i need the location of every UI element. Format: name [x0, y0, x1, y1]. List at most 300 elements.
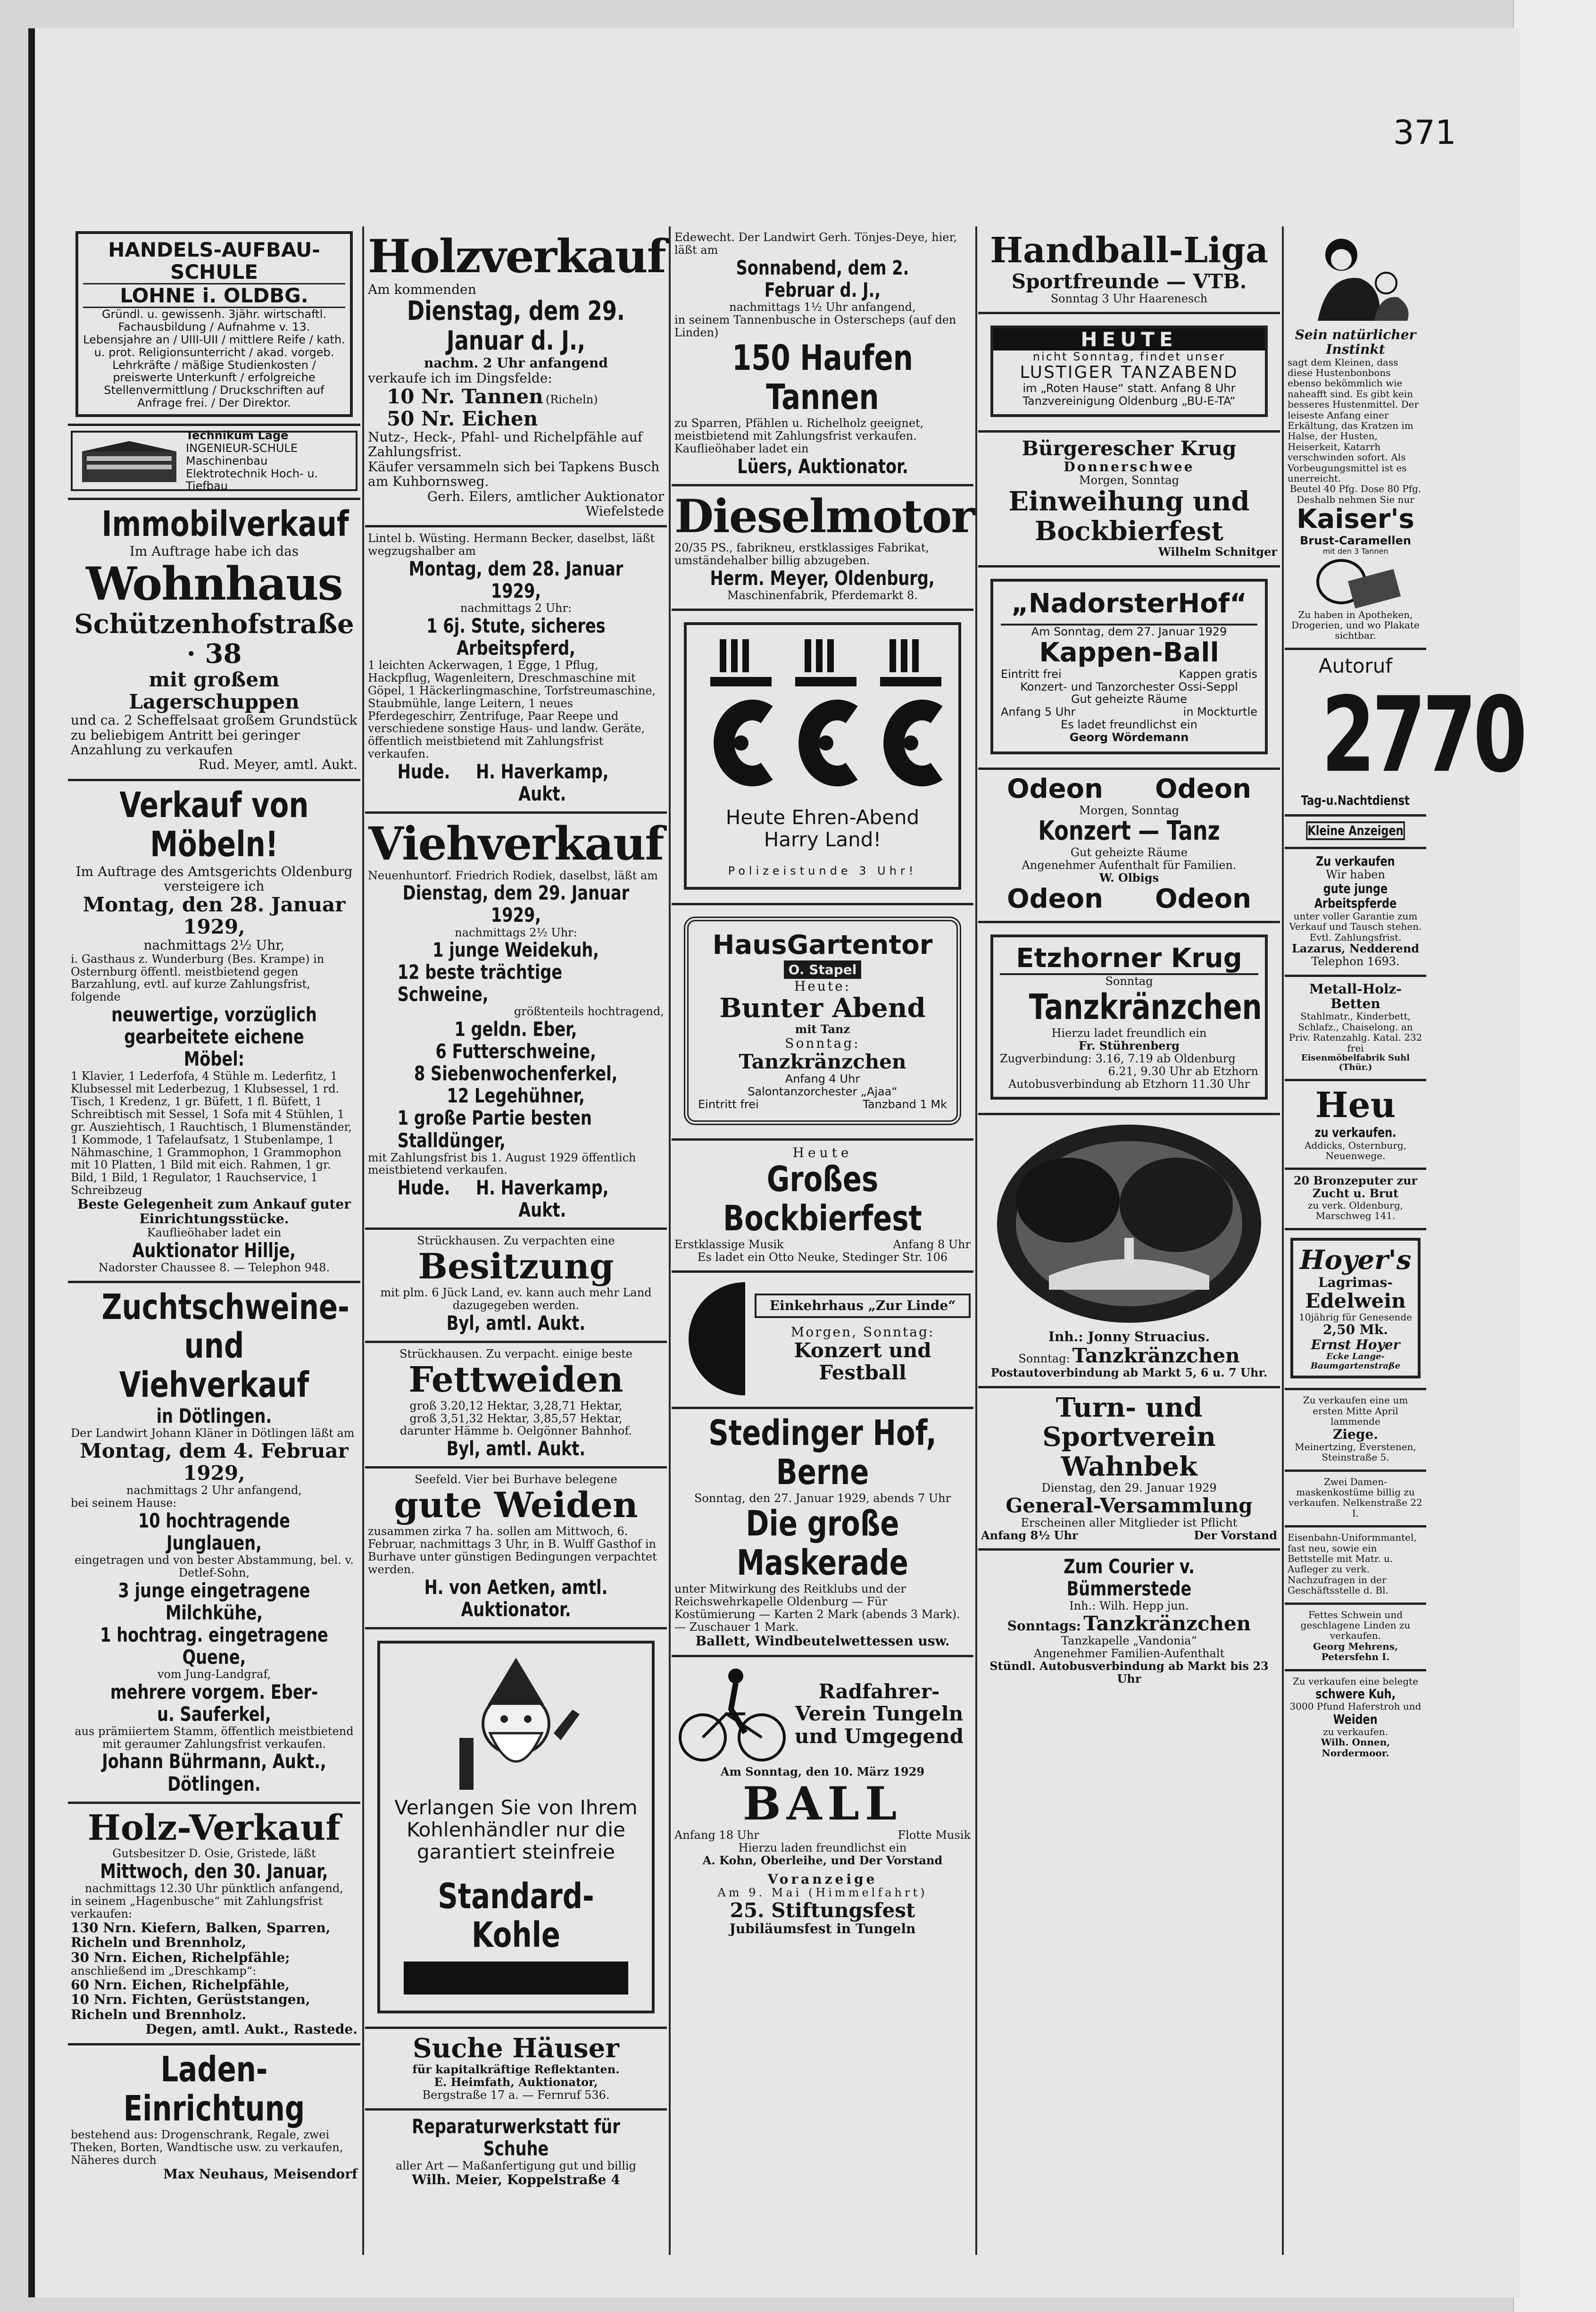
vieh-l5: 8 Siebenwochenferkel,	[414, 1062, 618, 1085]
ad-haeuser	[365, 2029, 667, 2110]
linde-title: Einkehrhaus „Zur Linde“	[755, 1294, 971, 1318]
radfahrer-date: Am Sonntag, den 10. März 1929	[720, 1765, 925, 1778]
odeon-name-4: Odeon	[1155, 883, 1251, 914]
column-rule	[1282, 226, 1284, 2255]
radfahrer-fest2: Jubiläumsfest in Tungeln	[729, 1921, 916, 1937]
pferde-text2: gute junge Arbeitspferde	[1314, 881, 1397, 911]
garten-event: Tanzkränzchen	[1072, 1344, 1240, 1367]
zucht-sign: Johann Bührmann, Aukt., Dötlingen.	[102, 1750, 326, 1795]
instinkt-price: Beutel 40 Pfg. Dose 80 Pfg.	[1289, 483, 1421, 495]
column-1	[68, 226, 360, 2255]
gartentor-band: Salontanzorchester „Ajaa“	[748, 1085, 898, 1099]
etzhorn-sign: Fr. Stührenberg	[1079, 1038, 1180, 1052]
ccc-police: Polizeistunde 3 Uhr!	[728, 864, 917, 877]
stedinger-date: Sonntag, den 27. Januar 1929, abends 7 Uhr	[694, 1491, 951, 1505]
kuh-sign: Wilh. Onnen, Nordermoor.	[1321, 1736, 1390, 1759]
odeon-sign: W. Olbigs	[1099, 870, 1159, 885]
tannen-time: nachmittags 1½ Uhr anfangend,	[729, 300, 916, 314]
holz2-time: nachmittags 12.30 Uhr pünktlich anfangend,	[85, 1882, 343, 1895]
holz-text1: verkaufe ich im Dingsfelde:	[368, 370, 552, 386]
holz-l1s: (Richeln)	[545, 393, 598, 407]
schuhe-text: aller Art — Maßanfertigung gut und billig	[396, 2159, 636, 2172]
etzhorn-train2: 6.21, 9.30 Uhr ab Etzhorn	[1108, 1064, 1258, 1078]
courier-stay: Angenehmer Familien-Aufenthalt	[1033, 1647, 1225, 1661]
schuhe-sign: Wilh. Meier, Koppelstraße 4	[412, 2171, 620, 2187]
radfahrer-club: Radfahrer-Verein Tungeln und Umgegend	[794, 1680, 964, 1748]
radfahrer-time: Anfang 18 Uhr	[674, 1828, 759, 1842]
zucht-l2: 3 junge eingetragene Milchkühe,	[118, 1578, 310, 1624]
nadorst-time: Anfang 5 Uhr	[1001, 705, 1076, 719]
tannen-intro: Edewecht. Der Landwirt Gerh. Tönjes-Deye, hier, läßt am	[674, 231, 957, 257]
kohle-line3: garantiert steinfreie	[416, 1840, 615, 1863]
immobil-text: und ca. 2 Scheffelsaat großem Grundstück zu beliebigem Antritt bei geringer Anzahlung zu verkaufen	[71, 712, 357, 758]
weiden-intro: Seefeld. Vier bei Burhave belegene	[415, 1473, 617, 1486]
courier-bus: Stündl. Autobusverbindung ab Markt bis 23 Uhr	[989, 1659, 1269, 1686]
besitzung-intro: Strückhausen. Zu verpachten eine	[417, 1234, 615, 1248]
holz-date: Dienstag, dem 29. Januar d. J.,	[407, 295, 625, 356]
holz-l1: 10 Nr. Tannen	[387, 385, 543, 409]
technikum-label: Technikum Lage	[186, 428, 289, 442]
gartentor-event: Bunter Abend	[719, 993, 926, 1024]
column-5	[1285, 226, 1524, 2255]
heute-sign: Tanzvereinigung Oldenburg „BU-E-TA“	[1022, 394, 1236, 408]
holz-text2: Nutz-, Heck-, Pfahl- und Richelpfähle auf Zahlungsfrist.	[368, 429, 643, 460]
autoruf-label: Autoruf	[1318, 654, 1393, 677]
kohle-bar	[404, 1961, 628, 1995]
vieh-title: Viehverkauf	[368, 817, 664, 871]
gartentor-today: Heute:	[794, 978, 851, 994]
etzhorn-invite: Hierzu ladet freundlich ein	[1051, 1027, 1207, 1040]
column-3	[672, 226, 973, 2255]
stute-head: 1 6j. Stute, sicheres Arbeitspferd,	[426, 614, 606, 659]
stedinger-title: Stedinger Hof, Berne	[708, 1412, 937, 1493]
moebel-place: i. Gasthaus z. Wunderburg (Bes. Krampe) in Osternburg öffentl. meistbietend gegen Barzahlung, evtl. auf kurze Zahlungsfrist, folgende	[71, 952, 324, 1004]
column-rule	[669, 226, 671, 2255]
ad-immobil	[68, 500, 360, 781]
column-4	[978, 226, 1280, 2255]
gartentor-free: Eintritt frei	[698, 1098, 759, 1111]
kaiser-where: Zu haben in Apotheken, Drogerien, und wo Plakate sichtbar.	[1291, 609, 1420, 642]
gartentor-dance: Tanzband 1 Mk	[863, 1098, 947, 1111]
buerger-title: Bürgerescher Krug	[1022, 436, 1237, 460]
stedinger-extra: Ballett, Windbeutelwettessen usw.	[695, 1633, 950, 1649]
ad-ccc	[672, 611, 973, 905]
laden-title: Laden-Einrichtung	[123, 2049, 305, 2129]
pferde-title: Zu verkaufen	[1316, 853, 1395, 869]
weiden-title: gute Weiden	[394, 1485, 638, 1526]
haeuser-addr: Bergstraße 17 a. — Fernruf 536.	[422, 2088, 610, 2102]
radfahrer-sign: A. Kohn, Oberleihe, und Der Vorstand	[702, 1853, 943, 1868]
zucht-loc: bei seinem Hause:	[71, 1496, 177, 1510]
holz2-date: Mittwoch, den 30. Januar,	[100, 1860, 328, 1883]
vieh-l2s: größtenteils hochtragend,	[514, 1005, 664, 1018]
ad-courier	[978, 1551, 1280, 1692]
kleine-title: Kleine Anzeigen	[1306, 821, 1405, 840]
ziege-sign: Meinertzing, Everstenen, Steinstraße 5.	[1295, 1441, 1416, 1463]
moebel-items: 1 Klavier, 1 Lederfofa, 4 Stühle m. Lederfitz, 1 Klubsessel mit Lederbezug, 1 Klubsessel, 1 rd. Tisch, 1 Kredenz, 1 gr. Büfett, 1 fl. Büfett, 1 Schreibtisch mit Sessel, 1 Sofa mit 4 Stühlen, 1 gr. Ausziehtisch, 1 Rauchtisch, 1 Blumenständer, 1 Kommode, 1 Tafelaufsatz, 1 Stubenlampe, 1 Nähmaschine, 1 Grammophon, 1 Grammophon mit 10 Platten, 1 Bild mit eich. Rahmen, 1 gr. Bild, 1 Bild, 1 Regulator, 1 Rauchservice, 1 Schreibzeug	[71, 1069, 352, 1197]
kuh-text: Zu verkaufen eine belegte	[1292, 1675, 1419, 1687]
ccc-logo	[691, 634, 956, 804]
autoruf-sub: Tag-u.Nachtdienst	[1301, 793, 1410, 809]
ccc-event: Heute Ehren-Abend	[725, 805, 920, 829]
stute-text: 1 leichten Ackerwagen, 1 Egge, 1 Pflug, Hackpflug, Wagenleitern, Dreschmaschine mit Göpel, 1 Häckerlingmaschine, Torfstreumaschine, Staubmühle, lange Leitern, 1 neues Pferdegeschirr, Zentrifuge, Paar Reepe und verschiedene sonstige Haus- und landw. Geräte, öffentlich meistbietend mit Zahlungsfrist verkaufen.	[368, 659, 656, 761]
nadorst-sign: Georg Wördemann	[1069, 731, 1189, 744]
miner-gnome-illustration	[445, 1653, 587, 1795]
nadorst-title: „NadorsterHof“	[1001, 589, 1257, 626]
hoyer-age: 10jährig für Genesende	[1299, 1311, 1412, 1323]
pferde-sign: Lazarus, Nedderend	[1291, 941, 1420, 955]
weiden-text: zusammen zirka 7 ha. sollen am Mittwoch, 6. Februar, nachmittags 3 Uhr, in B. Wulff Gasthof in Burhave unter günstigen Bedingungen verpachtet werden.	[368, 1525, 657, 1576]
vieh-time: nachmittags 2½ Uhr:	[455, 926, 577, 939]
ad-hausgartentor	[672, 905, 973, 1141]
immobil-street: Schützenhofstraße · 38	[74, 608, 354, 669]
haeuser-text: für kapitalkräftige Reflektanten.	[412, 2062, 620, 2077]
ad-autoruf	[1285, 650, 1524, 817]
courier-event: Tanzkränzchen	[1083, 1612, 1251, 1636]
radfahrer-music: Flotte Musik	[898, 1828, 971, 1842]
turn-event: General-Versammlung	[1006, 1494, 1253, 1517]
zucht-l3: 1 hochtrag. eingetragene Quene,	[100, 1623, 328, 1669]
ad-stedinger-hof	[672, 1409, 973, 1657]
radfahrer-pre: Voranzeige	[767, 1871, 878, 1887]
ziege-title: Ziege.	[1332, 1426, 1379, 1442]
ad-arbeitspferde	[1285, 849, 1426, 977]
ad-heu	[1285, 1081, 1426, 1170]
school-text: Gründl. u. gewissenh. 3jähr. wirtschaftl. Fachausbildung / Aufnahme v. 13. Lebensjahre an / UIII-UII / mittlere Reife / kath. u. prot. Religionsunterricht / akad. vorgeb. Lehrkräfte / mäßige Studienkosten / preiswerte Unterkunft / erfolgreiche Stellenvermittlung / Druckschriften auf Anfrage frei. / Der Direktor.	[83, 308, 345, 410]
zucht-l4s: aus prämiiertem Stamm, öffentlich meistbietend mit geraumer Zahlungsfrist verkaufen.	[75, 1724, 354, 1751]
bock-time: Anfang 8 Uhr	[893, 1238, 971, 1252]
nadorst-caps: Kappen gratis	[1179, 667, 1257, 681]
turn-title: Turn- und Sportverein Wahnbek	[1042, 1392, 1216, 1482]
ad-tanzabend	[978, 314, 1280, 433]
buerger-day: Morgen, Sonntag	[1079, 474, 1179, 487]
holz-sign: Gerh. Eilers, amtlicher Auktionator Wiefelstede	[427, 488, 664, 519]
ad-dieselmotor	[672, 486, 973, 611]
cyclist-illustration	[674, 1662, 788, 1766]
ad-besitzung	[365, 1230, 667, 1343]
holz2-l3: 60 Nrn. Eichen, Richelpfähle,	[71, 1977, 290, 1993]
holz2-place: in seinem „Hagenbusche“ mit Zahlungsfrist verkaufen:	[71, 1895, 323, 1921]
ad-turnverein	[978, 1388, 1280, 1551]
ad-bronzeputer	[1285, 1170, 1426, 1230]
ad-buergerescher-krug	[978, 433, 1280, 568]
besitzung-sign: Byl, amtl. Aukt.	[446, 1311, 586, 1335]
stute-date: Montag, dem 28. Januar 1929,	[408, 557, 623, 603]
vieh-sign: H. Haverkamp, Aukt.	[476, 1176, 609, 1222]
heu-sign: Addicks, Osternburg, Neuenwege.	[1304, 1139, 1407, 1161]
linde-day: Morgen, Sonntag:	[790, 1324, 935, 1340]
ad-masken	[1285, 1472, 1426, 1528]
nadorst-date: Am Sonntag, dem 27. Januar 1929	[1031, 625, 1227, 639]
kaiser-sub: mit den 3 Tannen	[1322, 546, 1388, 556]
column-rule	[975, 226, 977, 2255]
diesel-sign: Herm. Meyer, Oldenburg,	[710, 567, 935, 590]
pferde-text1: Wir haben	[1326, 868, 1385, 882]
handball-time: Sonntag 3 Uhr Haarenesch	[1050, 292, 1208, 305]
immobil-sign: Rud. Meyer, amtl. Aukt.	[198, 757, 357, 773]
ad-schuhe	[365, 2111, 667, 2194]
hoyer-prod1: Lagrimas-	[1318, 1274, 1393, 1290]
holz2-l4: 10 Nrn. Fichten, Gerüststangen, Richeln und Brennholz.	[71, 1992, 310, 2022]
holz2-l2: 30 Nrn. Eichen, Richelpfähle;	[71, 1949, 290, 1965]
ad-radfahrer	[672, 1657, 973, 1943]
buerger-place: Donnerschwee	[1064, 459, 1195, 475]
bock-sign: Es ladet ein Otto Neuke, Stedinger Str. 106	[697, 1250, 948, 1264]
ad-stute	[365, 527, 667, 814]
moebel-date: Montag, den 28. Januar 1929,	[83, 893, 346, 939]
school-title: HANDELS-AUFBAU-SCHULE	[108, 238, 320, 284]
bock-heute: Heute	[792, 1144, 853, 1160]
ad-buergerbusch	[978, 1115, 1280, 1388]
bahn-text: Eisenbahn-Uniformmantel, fast neu, sowie ein Bettstelle mit Matr. u. Aufleger zu verk. Nachzufragen in der Geschäftsstelle d. Bl.	[1288, 1532, 1417, 1596]
diesel-text: 20/35 PS., fabrikneu, erstklassiges Fabrikat, umständehalber billig abzugeben.	[674, 541, 929, 568]
nadorst-band: Konzert- und Tanzorchester Ossi-Seppl	[1020, 680, 1238, 693]
ad-kuh	[1285, 1671, 1426, 1765]
vieh-l7: 1 große Partie besten Stalldünger,	[397, 1106, 592, 1152]
heu-title: Heu	[1315, 1085, 1396, 1126]
gartentor-sub: mit Tanz	[795, 1022, 850, 1036]
vieh-l2: 12 beste trächtige Schweine,	[397, 960, 563, 1006]
holz-time: nachm. 2 Uhr anfangend	[424, 355, 608, 371]
handball-teams: Sportfreunde — VTB.	[1011, 269, 1247, 293]
odeon-stay: Angenehmer Aufenthalt für Familien.	[1022, 859, 1237, 872]
heute-event: LUSTIGER TANZABEND	[1020, 362, 1239, 382]
heute-text: nicht Sonntag, findet unser	[1032, 350, 1226, 363]
kuh-title2: Weiden	[1333, 1711, 1378, 1727]
zucht-intro: Der Landwirt Johann Kläner in Dötlingen läßt am	[71, 1427, 355, 1440]
kohle-brand: Standard-Kohle	[438, 1876, 594, 1956]
bock-title: Großes Bockbierfest	[723, 1159, 922, 1239]
ad-ziege	[1285, 1390, 1426, 1471]
instinkt-warn: Deshalb nehmen Sie nur	[1297, 493, 1414, 505]
etzhorn-train: Zugverbindung: 3.16, 7.19 ab Oldenburg	[1000, 1052, 1236, 1065]
nadorst-cos: in Mockturtle	[1183, 705, 1257, 719]
zucht-l3s: vom Jung-Landgraf,	[157, 1667, 271, 1681]
pferde-text3: unter voller Garantie zum Verkauf und Tausch stehen. Evtl. Zahlungsfrist.	[1289, 910, 1422, 943]
pie-shape-decoration	[674, 1277, 750, 1400]
ad-zur-linde	[672, 1273, 973, 1409]
holz2-sign: Degen, amtl. Aukt., Rastede.	[145, 2021, 357, 2037]
moebel-intro: Im Auftrage des Amtsgerichts Oldenburg versteigere ich	[75, 863, 353, 894]
hoyer-brand: Hoyer's	[1299, 1244, 1412, 1276]
stute-time: nachmittags 2 Uhr:	[460, 601, 572, 615]
fett-intro: Strückhausen. Zu verpacht. einige beste	[399, 1347, 632, 1360]
stute-intro: Lintel b. Wüsting. Hermann Becker, daselbst, läßt wegzugshalber am	[368, 532, 655, 558]
radfahrer-fest: 25. Stiftungsfest	[730, 1899, 915, 1922]
ad-school	[68, 226, 360, 426]
immobil-intro: Im Auftrage habe ich das	[129, 543, 299, 559]
kuh-text2: 3000 Pfund Haferstroh und	[1289, 1701, 1421, 1712]
hoyer-prod2: Edelwein	[1305, 1289, 1406, 1312]
newspaper-page	[28, 28, 1524, 2297]
ad-schwein	[1285, 1605, 1426, 1671]
courier-owner: Inh.: Wilh. Hepp jun.	[1069, 1599, 1189, 1613]
vieh-sign-place: Hude.	[397, 1176, 450, 1200]
holz2-l1: 130 Nrn. Kiefern, Balken, Sparren, Richeln und Brennholz,	[71, 1920, 331, 1951]
moebel-tail: Beste Gelegenheit zum Ankauf guter Einrichtungsstücke.	[77, 1196, 351, 1227]
heute-place: im „Roten Hause“ statt. Anfang 8 Uhr	[1022, 382, 1236, 395]
odeon-event: Konzert — Tanz	[1038, 816, 1220, 847]
zucht-place: in Dötlingen.	[156, 1404, 272, 1428]
building-icon	[77, 437, 181, 484]
masken-text: Zwei Damen-maskenkostüme billig zu verkaufen. Nelkenstraße 22 I.	[1288, 1476, 1422, 1519]
garten-owner: Inh.: Jonny Struacius.	[1048, 1329, 1210, 1345]
holz-title: Holzverkauf	[368, 230, 665, 283]
odeon-name-3: Odeon	[1006, 883, 1103, 914]
radfahrer-title: BALL	[742, 1777, 903, 1830]
schuhe-title: Reparaturwerkstatt für Schuhe	[412, 2114, 620, 2160]
fett-sign: Byl, amtl. Aukt.	[446, 1437, 586, 1461]
besitzung-title: Besitzung	[418, 1246, 614, 1287]
laden-sign: Max Neuhaus, Meisendorf	[163, 2166, 357, 2182]
radfahrer-predate: Am 9. Mai (Himmelfahrt)	[717, 1886, 928, 1900]
buerger-sign: Wilhelm Schnitger	[1158, 545, 1277, 559]
buerger-event: Einweihung und Bockbierfest	[1008, 486, 1250, 547]
zucht-title2: und Viehverkauf	[119, 1326, 309, 1406]
haeuser-sign: E. Heimfath, Auktionator,	[434, 2075, 598, 2089]
tannen-place: in seinem Tannenbusche in Osterscheps (auf den Linden)	[674, 313, 956, 339]
kohle-line1: Verlangen Sie von Ihrem	[394, 1795, 638, 1819]
nadorst-free: Eintritt frei	[1001, 667, 1062, 681]
courier-day: Sonntags:	[1007, 1618, 1081, 1634]
haeuser-title: Suche Häuser	[413, 2033, 619, 2064]
nadorst-event: Kappen-Ball	[1039, 637, 1219, 668]
zucht-time: nachmittags 2 Uhr anfangend,	[126, 1484, 302, 1497]
nadorst-rooms: Gut geheizte Räume	[1071, 693, 1188, 706]
holz2-intro: Gutsbesitzer D. Osie, Gristede, läßt	[112, 1847, 316, 1861]
schwein-text: Fettes Schwein und geschlagene Linden zu verkaufen.	[1300, 1609, 1411, 1642]
tannen-sign: Lüers, Auktionator.	[737, 454, 908, 478]
laden-text: bestehend aus: Drogenschrank, Regale, zwei Theken, Borten, Wandtische usw. zu verkaufen, Näheres durch	[71, 2128, 343, 2167]
mother-child-illustration	[1289, 231, 1421, 326]
kuh-title: schwere Kuh,	[1315, 1686, 1396, 1702]
moebel-addr: Nadorster Chaussee 8. — Telephon 948.	[98, 1260, 330, 1274]
bock-music: Erstklassige Musik	[674, 1238, 784, 1252]
fett-l3: darunter Hämme b. Oelgönner Bahnhof.	[399, 1424, 632, 1438]
stedinger-event: Die große Maskerade	[737, 1503, 908, 1584]
vieh-l3: 1 geldn. Eber,	[454, 1018, 578, 1041]
holz2-title: Holz-Verkauf	[87, 1807, 341, 1848]
stedinger-text: unter Mitwirkung des Reitklubs und der Reichswehrkapelle Oldenburg — Für Kostümierung — Karten 2 Mark (abends 3 Mark). — Zuschauer 1 Mark.	[674, 1582, 960, 1634]
weiden-sign: H. von Aetken, amtl. Auktionator.	[424, 1575, 608, 1621]
ad-eisenbahn	[1285, 1527, 1426, 1604]
zucht-l4: mehrere vorgem. Eber- u. Sauferkel,	[110, 1680, 318, 1726]
ad-holzverkauf-2	[68, 1804, 360, 2046]
moebel-time: nachmittags 2½ Uhr,	[143, 937, 285, 953]
ziege-text: Zu verkaufen eine um ersten Mitte April lammende	[1303, 1394, 1408, 1427]
betten-title: Metall-Holz- Betten	[1309, 981, 1402, 1012]
ad-technikum	[68, 426, 360, 500]
moebel-invite: Kauflieöhaber ladet ein	[147, 1226, 282, 1239]
moebel-sign: Auktionator Hillje,	[132, 1238, 296, 1262]
moebel-head: neuwertige, vorzüglich gearbeitete eichene Möbel:	[111, 1003, 317, 1071]
immobil-title: Immobilverkauf	[101, 504, 349, 545]
holz-l2: 50 Nr. Eichen	[387, 407, 538, 431]
hoyer-sign: Ernst Hoyer	[1311, 1336, 1400, 1352]
besitzung-text: mit plm. 6 Jück Land, ev. kann auch mehr Land dazugegeben werden.	[380, 1286, 652, 1312]
bronze-sign: zu verk. Oldenburg, Marschweg 141.	[1307, 1200, 1404, 1222]
kaiser-brand: Kaiser's	[1297, 504, 1414, 535]
instinkt-title: Sein natürlicher Instinkt	[1295, 326, 1416, 358]
school-place: LOHNE i. OLDBG.	[83, 283, 345, 308]
ad-betten	[1285, 977, 1426, 1082]
page-number: 371	[1393, 113, 1456, 152]
ad-holzverkauf	[365, 226, 667, 527]
odeon-name: Odeon	[1006, 773, 1103, 804]
ad-bockbierfest	[672, 1141, 973, 1273]
holz-text3: Käufer versammeln sich bei Tapkens Busch am Kuhbornsweg.	[368, 459, 660, 490]
gartentor-owner: O. Stapel	[784, 960, 862, 979]
turn-date: Dienstag, den 29. Januar 1929	[1041, 1481, 1217, 1494]
ad-viehverkauf	[365, 814, 667, 1230]
immobil-house: Wohnhaus	[86, 557, 342, 611]
zucht-title1: Zuchtschweine-	[101, 1286, 349, 1327]
odeon-name-2: Odeon	[1155, 773, 1251, 804]
etzhorn-title: Etzhorner Krug	[1000, 944, 1258, 976]
vieh-l1: 1 junge Weidekuh,	[432, 938, 599, 962]
kuh-text3: zu verkaufen.	[1323, 1726, 1388, 1738]
gartentor-sun: Sonntag:	[785, 1035, 860, 1051]
vieh-date: Dienstag, dem 29. Januar 1929,	[402, 881, 630, 927]
vieh-l6: 12 Legehühner,	[447, 1084, 585, 1108]
turn-sign: Der Vorstand	[1194, 1528, 1277, 1542]
etzhorn-bus: Autobusverbindung ab Etzhorn 11.30 Uhr	[1008, 1077, 1250, 1091]
fett-l1: groß 3.20,12 Hektar, 3,28,71 Hektar,	[409, 1399, 623, 1412]
fett-l2: groß 3,51,32 Hektar, 3,85,57 Hektar,	[409, 1411, 623, 1425]
linde-event: Konzert und Festball	[794, 1339, 931, 1385]
turn-text: Erscheinen aller Mitglieder ist Pflicht	[1021, 1516, 1238, 1529]
moebel-title: Verkauf von Möbeln!	[119, 785, 309, 865]
odeon-day: Morgen, Sonntag	[1079, 803, 1179, 817]
gartentor-title: HausGartentor	[712, 929, 933, 960]
turn-time: Anfang 8½ Uhr	[981, 1528, 1078, 1542]
nadorst-invite: Es ladet freundlichst ein	[1061, 718, 1197, 732]
holz-intro: Am kommenden	[368, 281, 476, 297]
etzhorn-day: Sonntag	[1105, 975, 1153, 988]
betten-sign: Eisenmöbelfabrik Suhl (Thür.)	[1301, 1052, 1410, 1073]
column-rule	[362, 226, 364, 2255]
bronze-text: 20 Bronzeputer zur Zucht u. Brut	[1293, 1174, 1418, 1201]
radfahrer-invite: Hierzu laden freundlichst ein	[738, 1841, 907, 1855]
column-2	[365, 226, 667, 2255]
ad-moebel	[68, 781, 360, 1283]
tannen-title: 150 Haufen Tannen	[732, 338, 913, 418]
holz2-l2s: anschließend im „Dreschkamp“:	[71, 1964, 257, 1978]
gartentor-time: Anfang 4 Uhr	[785, 1072, 860, 1086]
zucht-l1: 10 hochtragende Junglauen,	[138, 1509, 291, 1554]
caramel-box-icon	[1308, 556, 1403, 608]
courier-band: Tanzkapelle „Vandonia“	[1061, 1634, 1197, 1648]
gartentor-event2: Tanzkränzchen	[739, 1050, 906, 1074]
instinkt-text: sagt dem Kleinen, dass diese Hustenbonbons ebenso bekömmlich wie naheafft sind. Es gibt kein besseres Hustenmittel. Der leiseste Anfang einer Erkältung, das Kratzen im Halse, der Husten, Heiserkeit, Katarrh verschwinden sofort. Als Vorbeugungsmittel ist es unerreicht.	[1288, 356, 1419, 484]
ad-kaisers	[1285, 226, 1426, 650]
ccc-name: Harry Land!	[764, 827, 881, 851]
kleine-anzeigen-header	[1285, 817, 1426, 849]
courier-title: Zum Courier v. Bümmerstede	[1064, 1555, 1195, 1601]
ad-weiden	[365, 1469, 667, 1629]
garden-illustration	[988, 1120, 1271, 1327]
ad-handball	[978, 226, 1280, 314]
technikum-text: INGENIEUR-SCHULE Maschinenbau Elektrotechnik Hoch- u. Tiefbau	[186, 441, 318, 493]
kaiser-prod: Brust-Caramellen	[1300, 534, 1411, 547]
vieh-intro: Neuenhuntorf. Friedrich Rodiek, daselbst, läßt am	[368, 868, 658, 882]
stute-sign: H. Haverkamp, Aukt.	[476, 760, 609, 806]
etzhorn-event: Tanzkränzchen	[1029, 987, 1262, 1028]
hoyer-addr: Ecke Lange- Baumgartenstraße	[1310, 1352, 1401, 1371]
ad-hoyers	[1285, 1230, 1426, 1391]
ad-nadorster-hof	[978, 568, 1280, 770]
ad-laden	[68, 2045, 360, 2188]
